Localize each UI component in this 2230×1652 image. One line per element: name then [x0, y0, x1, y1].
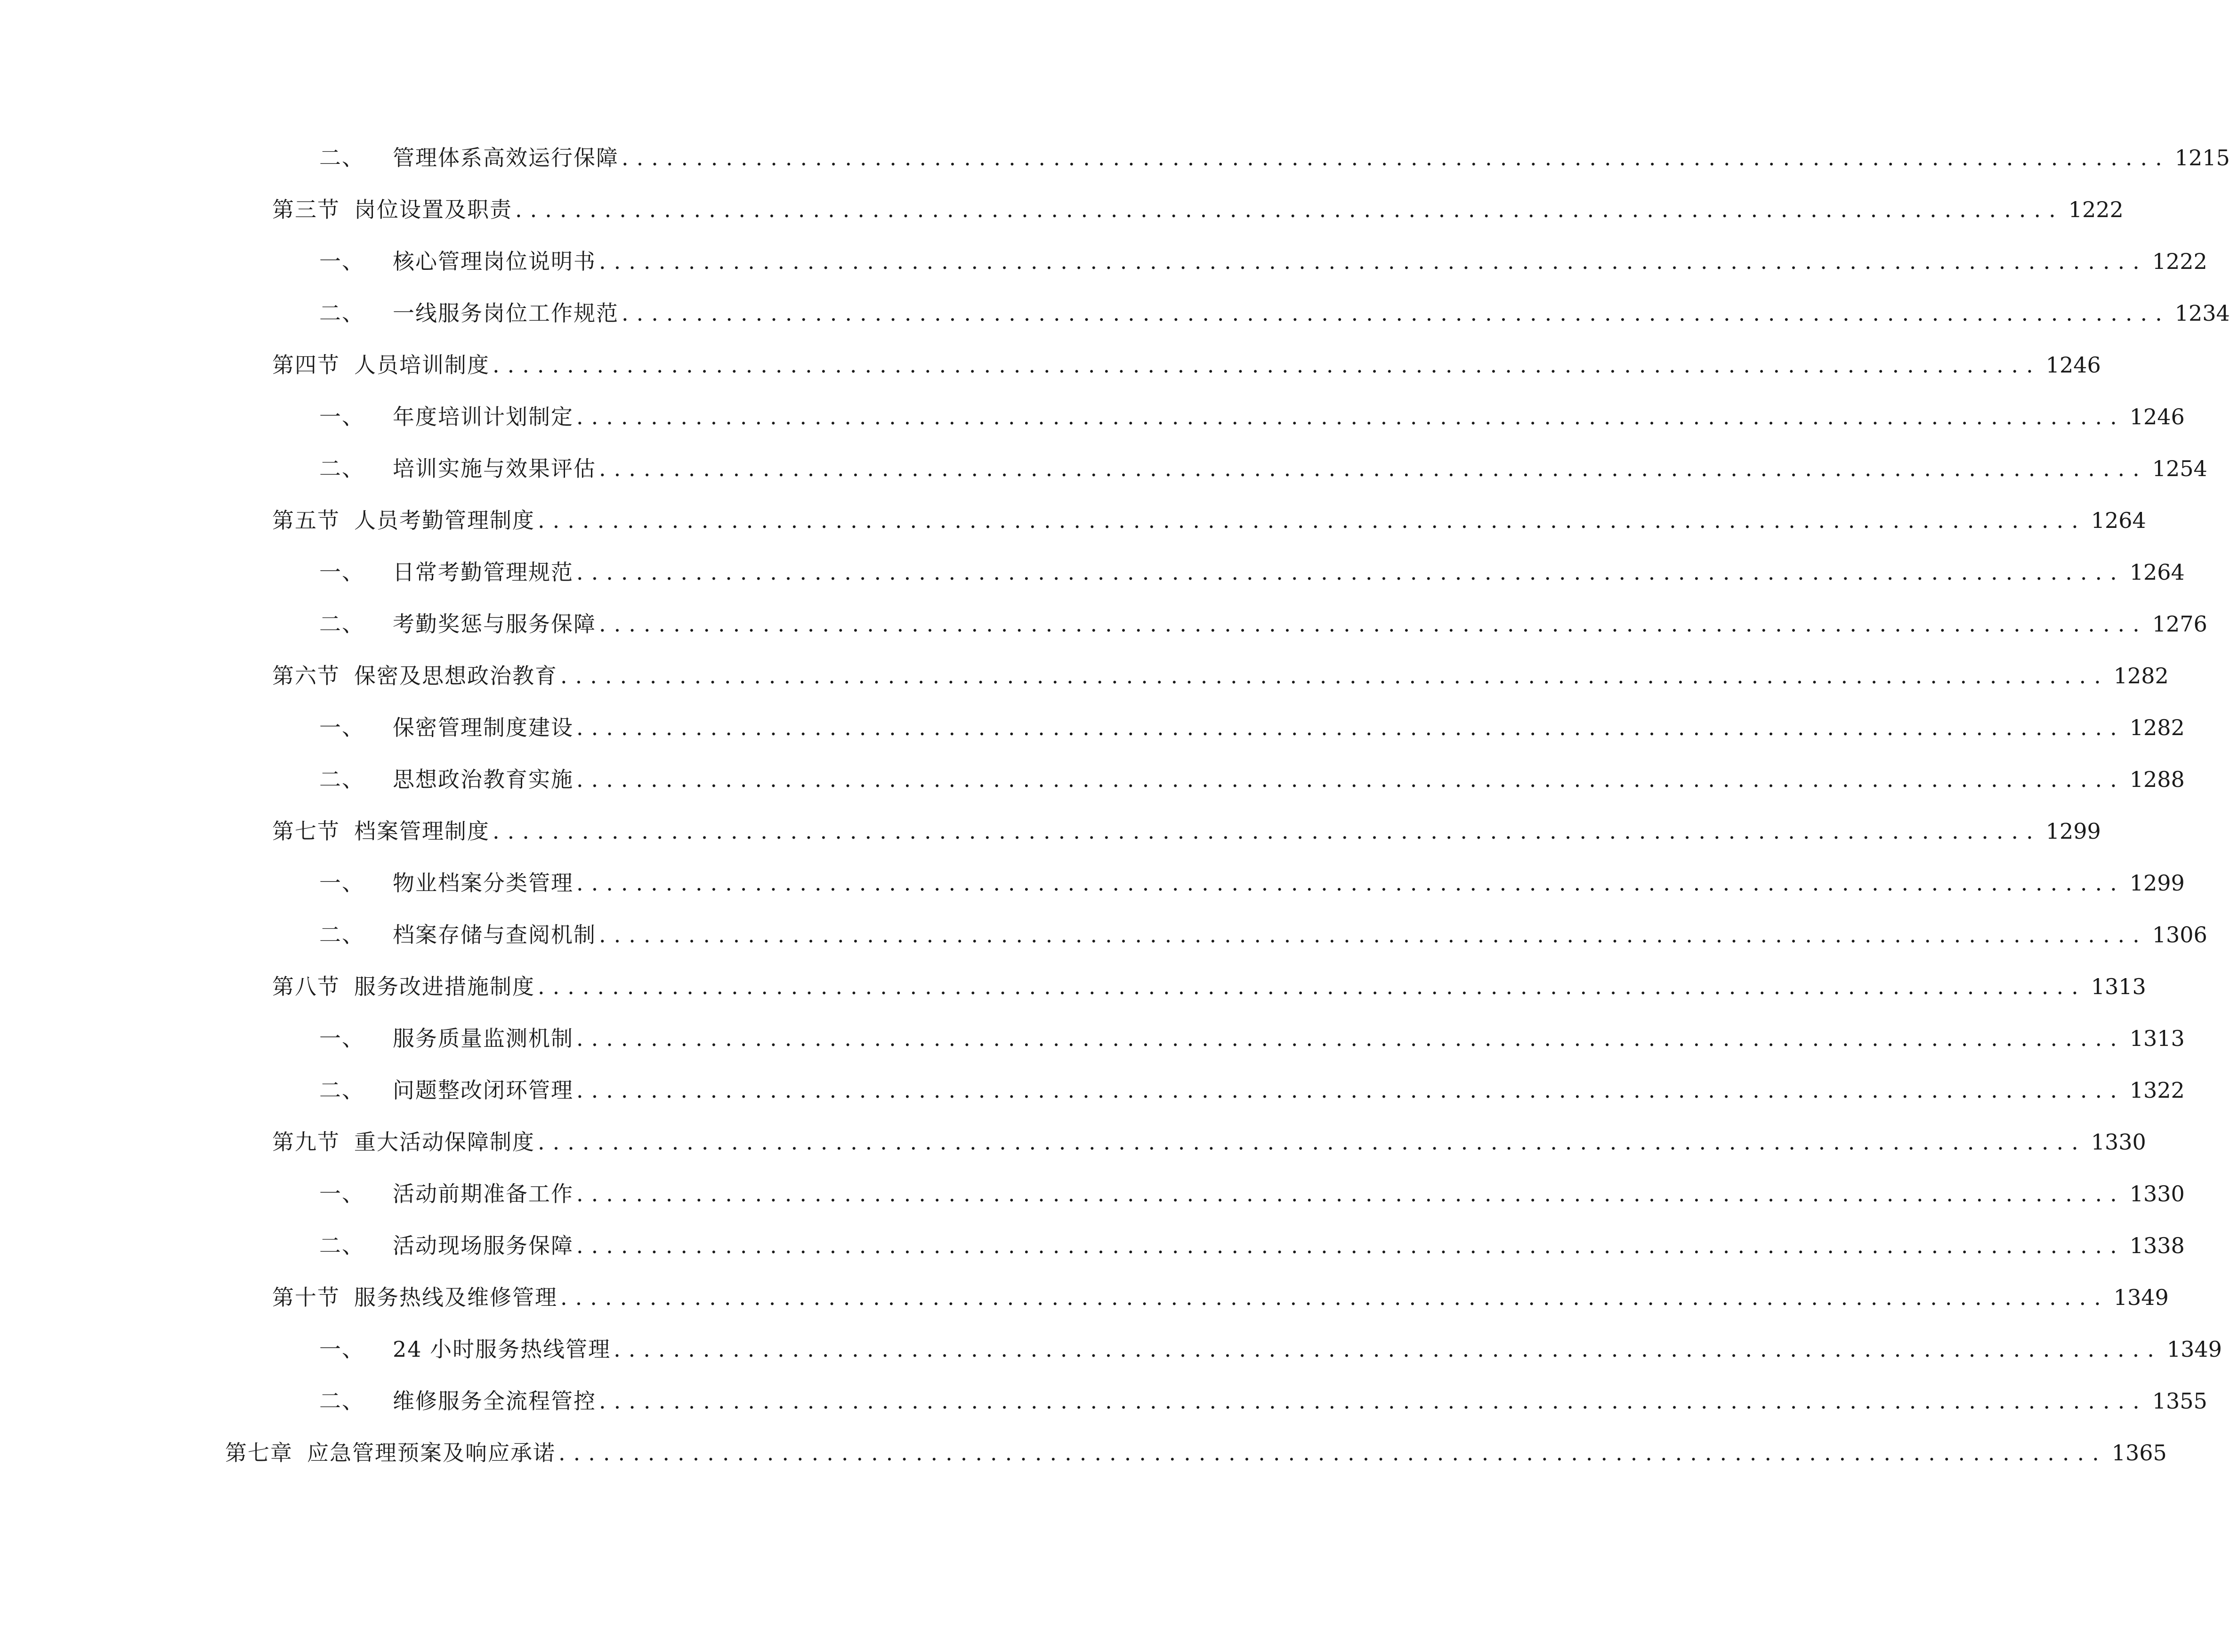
toc-entry-number: 二、 — [319, 300, 364, 326]
toc-entry[interactable] — [225, 1434, 2167, 1472]
toc-entry-page: 1349 — [2113, 1285, 2169, 1310]
toc-entry-number: 一、 — [319, 559, 364, 585]
toc-entry-page: 1246 — [2129, 404, 2185, 429]
toc-entry-number: 第七节 — [272, 818, 340, 844]
toc-leader-dots: ........................................................................................................ — [538, 1129, 2086, 1155]
toc-entry[interactable] — [319, 139, 2230, 177]
toc-entry[interactable] — [272, 191, 2124, 228]
toc-entry-number: 第九节 — [272, 1129, 340, 1155]
toc-entry-page: 1264 — [2129, 559, 2185, 585]
toc-entry-title: 服务质量监测机制 — [393, 1026, 574, 1051]
toc-entry-number: 一、 — [319, 1026, 364, 1051]
toc-entry-page: 1330 — [2129, 1181, 2185, 1207]
toc-entry-number: 第十节 — [272, 1285, 340, 1310]
toc-entry[interactable] — [319, 553, 2185, 591]
toc-entry-number: 一、 — [319, 404, 364, 429]
toc-leader-dots: ........................................................................................................ — [576, 1077, 2125, 1103]
toc-entry-number: 一、 — [319, 870, 364, 896]
toc-entry[interactable] — [319, 864, 2185, 902]
toc-entry-title: 活动现场服务保障 — [393, 1233, 574, 1258]
toc-entry-title: 培训实施与效果评估 — [393, 456, 596, 481]
toc-entry[interactable] — [319, 761, 2185, 798]
toc-leader-dots: ........................................................................................................ — [576, 404, 2125, 429]
toc-entry[interactable] — [272, 657, 2169, 695]
toc-leader-dots: ........................................................................................................ — [622, 300, 2170, 326]
toc-entry-page: 1355 — [2152, 1388, 2207, 1414]
toc-entry[interactable] — [319, 1175, 2185, 1213]
toc-entry-title: 核心管理岗位说明书 — [393, 249, 596, 274]
toc-entry-number: 一、 — [319, 1181, 364, 1207]
toc-leader-dots: ........................................................................................................ — [558, 1440, 2107, 1466]
toc-leader-dots: ........................................................................................................ — [493, 352, 2041, 378]
toc-leader-dots: ........................................................................................................ — [576, 715, 2125, 740]
toc-entry-page: 1282 — [2113, 663, 2169, 688]
toc-entry-title: 服务改进措施制度 — [354, 974, 535, 999]
toc-entry-number: 二、 — [319, 1077, 364, 1103]
toc-entry[interactable] — [319, 605, 2207, 643]
toc-entry-title: 应急管理预案及响应承诺 — [307, 1440, 556, 1466]
toc-entry-number: 二、 — [319, 1233, 364, 1258]
toc-leader-dots: ........................................................................................................ — [493, 818, 2041, 844]
toc-leader-dots: ........................................................................................................ — [538, 508, 2086, 533]
toc-entry[interactable] — [319, 243, 2207, 280]
toc-entry-number: 第六节 — [272, 663, 340, 688]
toc-leader-dots: ........................................................................................................ — [576, 870, 2125, 896]
toc-leader-dots: ........................................................................................................ — [576, 767, 2125, 792]
toc-entry-title: 保密管理制度建设 — [393, 715, 574, 740]
toc-entry[interactable] — [319, 398, 2185, 436]
toc-entry-title: 日常考勤管理规范 — [393, 559, 574, 585]
toc-entry-title: 一线服务岗位工作规范 — [393, 300, 619, 326]
toc-entry-page: 1234 — [2174, 300, 2230, 326]
toc-entry-title: 活动前期准备工作 — [393, 1181, 574, 1207]
toc-entry-page: 1299 — [2045, 818, 2101, 844]
toc-entry-number: 一、 — [319, 715, 364, 740]
toc-entry[interactable] — [319, 1071, 2185, 1109]
toc-entry-page: 1313 — [2091, 974, 2146, 999]
toc-entry-title: 人员培训制度 — [354, 352, 490, 378]
toc-entry-number: 一、 — [319, 249, 364, 274]
toc-entry-title: 档案存储与查阅机制 — [393, 922, 596, 947]
toc-entry-number: 第七章 — [225, 1440, 293, 1466]
toc-entry[interactable] — [272, 812, 2101, 850]
toc-entry-title: 档案管理制度 — [354, 818, 490, 844]
toc-entry-title: 24 小时服务热线管理 — [393, 1336, 611, 1362]
toc-entry-page: 1306 — [2152, 922, 2207, 947]
toc-leader-dots: ........................................................................................................ — [614, 1336, 2162, 1362]
toc-entry[interactable] — [319, 709, 2185, 746]
toc-leader-dots: ........................................................................................................ — [599, 249, 2148, 274]
toc-entry-page: 1264 — [2091, 508, 2146, 533]
toc-leader-dots: ........................................................................................................ — [599, 456, 2148, 481]
toc-entry-page: 1299 — [2129, 870, 2185, 896]
toc-entry-title: 服务热线及维修管理 — [354, 1285, 558, 1310]
toc-entry-number: 二、 — [319, 767, 364, 792]
toc-entry[interactable] — [272, 1279, 2169, 1316]
toc-leader-dots: ........................................................................................................ — [599, 922, 2148, 947]
toc-entry[interactable] — [272, 502, 2146, 539]
toc-entry[interactable] — [272, 346, 2101, 384]
toc-entry-page: 1215 — [2174, 145, 2230, 170]
toc-entry-title: 人员考勤管理制度 — [354, 508, 535, 533]
toc-leader-dots: ........................................................................................................ — [538, 974, 2086, 999]
toc-leader-dots: ........................................................................................................ — [599, 1388, 2148, 1414]
toc-entry-page: 1276 — [2152, 611, 2207, 637]
toc-leader-dots: ........................................................................................................ — [576, 1026, 2125, 1051]
toc-entry-page: 1313 — [2129, 1026, 2185, 1051]
toc-entry-page: 1254 — [2152, 456, 2207, 481]
toc-entry-number: 第八节 — [272, 974, 340, 999]
toc-entry-title: 物业档案分类管理 — [393, 870, 574, 896]
toc-entry-number: 一、 — [319, 1336, 364, 1362]
toc-entry-title: 重大活动保障制度 — [354, 1129, 535, 1155]
toc-leader-dots: ........................................................................................................ — [622, 145, 2170, 170]
toc-entry-page: 1338 — [2129, 1233, 2185, 1258]
toc-entry-number: 二、 — [319, 1388, 364, 1414]
toc-entry-title: 维修服务全流程管控 — [393, 1388, 596, 1414]
toc-entry-page: 1365 — [2111, 1440, 2167, 1466]
toc-entry[interactable] — [319, 1382, 2207, 1420]
toc-entry[interactable] — [272, 1123, 2146, 1161]
toc-leader-dots: ........................................................................................................ — [515, 197, 2064, 222]
toc-entry-title: 年度培训计划制定 — [393, 404, 574, 429]
toc-leader-dots: ........................................................................................................ — [576, 559, 2125, 585]
toc-leader-dots: ........................................................................................................ — [560, 1285, 2109, 1310]
toc-leader-dots: ........................................................................................................ — [599, 611, 2148, 637]
toc-entry-title: 保密及思想政治教育 — [354, 663, 558, 688]
toc-entry-page: 1349 — [2166, 1336, 2222, 1362]
toc-leader-dots: ........................................................................................................ — [576, 1181, 2125, 1207]
toc-entry-page: 1288 — [2129, 767, 2185, 792]
toc-entry[interactable] — [319, 450, 2207, 487]
toc-entry-title: 管理体系高效运行保障 — [393, 145, 619, 170]
toc-entry[interactable] — [272, 968, 2146, 1005]
toc-leader-dots: ........................................................................................................ — [576, 1233, 2125, 1258]
toc-entry-number: 二、 — [319, 922, 364, 947]
toc-entry-number: 二、 — [319, 456, 364, 481]
toc-entry-number: 二、 — [319, 145, 364, 170]
toc-entry-page: 1330 — [2091, 1129, 2146, 1155]
toc-entry[interactable] — [319, 1020, 2185, 1057]
toc-entry[interactable] — [319, 294, 2230, 332]
toc-entry-number: 第三节 — [272, 197, 340, 222]
toc-entry[interactable] — [319, 1330, 2222, 1368]
toc-entry-page: 1282 — [2129, 715, 2185, 740]
toc-entry-title: 考勤奖惩与服务保障 — [393, 611, 596, 637]
toc-entry-number: 第五节 — [272, 508, 340, 533]
toc-entry[interactable] — [319, 1227, 2185, 1264]
toc-entry-number: 二、 — [319, 611, 364, 637]
toc-entry-title: 问题整改闭环管理 — [393, 1077, 574, 1103]
toc-entry-title: 岗位设置及职责 — [354, 197, 512, 222]
toc-entry[interactable] — [319, 916, 2207, 954]
toc-entry-number: 第四节 — [272, 352, 340, 378]
toc-entry-page: 1246 — [2045, 352, 2101, 378]
toc-entry-title: 思想政治教育实施 — [393, 767, 574, 792]
toc-entry-page: 1322 — [2129, 1077, 2185, 1103]
toc-leader-dots: ........................................................................................................ — [560, 663, 2109, 688]
toc-entry-page: 1222 — [2068, 197, 2124, 222]
toc-entry-page: 1222 — [2152, 249, 2207, 274]
